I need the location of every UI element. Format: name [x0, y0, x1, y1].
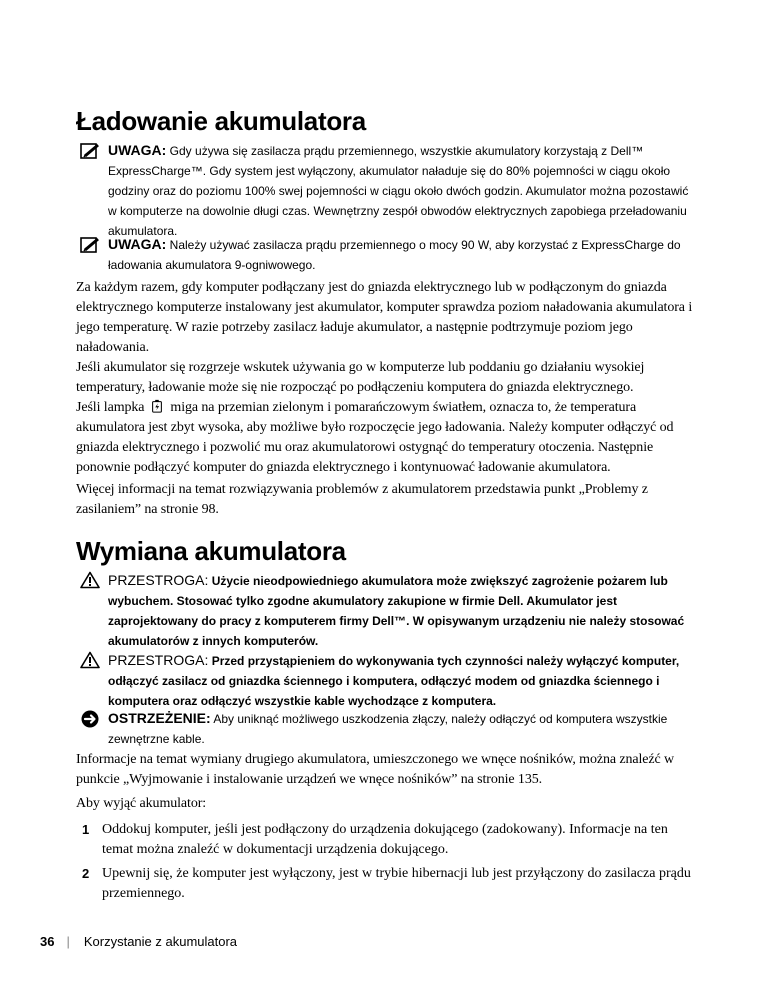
- note-text: Należy używać zasilacza prądu przemiennego o mocy 90 W, aby korzystać z ExpressCharge do ładowania akumulatora 9-ogniwowego.: [108, 238, 681, 272]
- paragraph-text: miga na przemian zielonym i pomarańczowym światłem, oznacza to, że temperatura akumulatora jest zbyt wysoka, aby możliwe było rozpoczęcie jego ładowania. Należy komputer odłączyć od gniazda elektrycznego i pozwolić mu oraz akumulatorowi ostygnąć do temperatury otoczenia. Następnie ponownie podłączyć komputer do gniazda elektrycznego i kontynuować ładowanie akumulatora.: [76, 400, 674, 475]
- footer-separator: |: [66, 934, 70, 949]
- step-number: 2: [82, 866, 90, 881]
- warning-triangle-icon: [80, 651, 100, 669]
- page-footer: [40, 932, 237, 952]
- chapter-title: Korzystanie z akumulatora: [83, 934, 238, 949]
- paragraph-charging-1: Za każdym razem, gdy komputer podłączany jest do gniazda elektrycznego lub w podłączonym do gniazda elektrycznego komputerze instalowany jest akumulator, komputer sprawdza poziom naładowania akumulatora i jego temperaturę. W razie potrzeby zasilacz ładuje akumulator, a następnie podtrzymuje poziom jego naładowania.: [76, 280, 693, 355]
- notice-label: OSTRZEŻENIE:: [108, 710, 211, 726]
- battery-status-light-icon: [150, 399, 164, 413]
- note-block: [80, 234, 700, 275]
- note-label: UWAGA:: [108, 142, 167, 158]
- caution-text: Przed przystąpieniem do wykonywania tych czynności należy wyłączyć komputer, odłączyć zasilacz od gniazdka ściennego i komputera, odłączyć modem od gniazdka ściennego i komputera oraz odłączyć wszystkie kable wychodzące z komputera.: [108, 654, 680, 708]
- paragraph-replace-2: Aby wyjąć akumulator:: [76, 796, 207, 811]
- list-item-step-1: [82, 820, 694, 860]
- note-pencil-icon: [80, 237, 100, 253]
- note-block: [80, 140, 700, 241]
- notice-block: [80, 708, 700, 749]
- caution-label: PRZESTROGA:: [108, 572, 209, 588]
- note-pencil-icon: [80, 143, 100, 159]
- section-heading-charging: Ładowanie akumulatora: [76, 106, 366, 136]
- list-item-step-2: [82, 864, 694, 904]
- paragraph-replace-1: Informacje na temat wymiany drugiego akumulatora, umieszczonego we wnęce nośników, można znaleźć w punkcie „Wyjmowanie i instalowanie urządzeń we wnęce nośników” na stronie 135.: [76, 752, 675, 787]
- note-label: UWAGA:: [108, 236, 167, 252]
- step-text: Oddokuj komputer, jeśli jest podłączony do urządzenia dokującego (zadokowany). Informacje na ten temat można znaleźć w dokumentacji urządzenia dokującego.: [102, 822, 668, 857]
- caution-text: Użycie nieodpowiedniego akumulatora może zwiększyć zagrożenie pożarem lub wybuchem. Stosować tylko zgodne akumulatory zakupione w firmie Dell. Akumulator jest zaprojektowany do pracy z komputerem firmy Dell™. W opisywanym urządzeniu nie należy stosować akumulatorów z innych komputerów.: [108, 574, 685, 648]
- warning-triangle-icon: [80, 571, 100, 589]
- notice-arrow-circle-icon: [80, 709, 100, 729]
- section-heading-replace: Wymiana akumulatora: [76, 536, 346, 566]
- page-number: 36: [40, 934, 55, 949]
- note-text: Gdy używa się zasilacza prądu przemiennego, wszystkie akumulatory korzystają z Dell™ ExpressCharge™. Gdy system jest wyłączony, akumulator naładuje się do 80% pojemności w ciągu około godziny oraz do poziomu 100% swej pojemności w ciągu około dwóch godzin. Akumulator można pozostawić w komputerze na dowolnie długi czas. Wewnętrzny zespół obwodów elektrycznych zapobiega przeładowaniu akumulatora.: [108, 144, 689, 238]
- paragraph-charging-2: Jeśli akumulator się rozgrzeje wskutek używania go w komputerze lub poddaniu go działaniu wysokiej temperatury, ładowanie może się nie rozpocząć po podłączeniu komputera do gniazda elektrycznego.: [76, 360, 645, 395]
- caution-block: [80, 650, 700, 711]
- paragraph-charging-3: [76, 398, 694, 478]
- step-text: Upewnij się, że komputer jest wyłączony, jest w trybie hibernacji lub jest przyłączony do zasilacza prądu przemiennego.: [102, 866, 691, 901]
- caution-label: PRZESTROGA:: [108, 652, 209, 668]
- step-number: 1: [82, 822, 90, 837]
- paragraph-text: Jeśli lampka: [76, 400, 145, 415]
- notice-text: Aby uniknąć możliwego uszkodzenia złączy, należy odłączyć od komputera wszystkie zewnętrzne kable.: [108, 712, 668, 746]
- paragraph-charging-4: Więcej informacji na temat rozwiązywania problemów z akumulatorem przedstawia punkt „Problemy z zasilaniem” na stronie 98.: [76, 482, 648, 517]
- caution-block: [80, 570, 700, 651]
